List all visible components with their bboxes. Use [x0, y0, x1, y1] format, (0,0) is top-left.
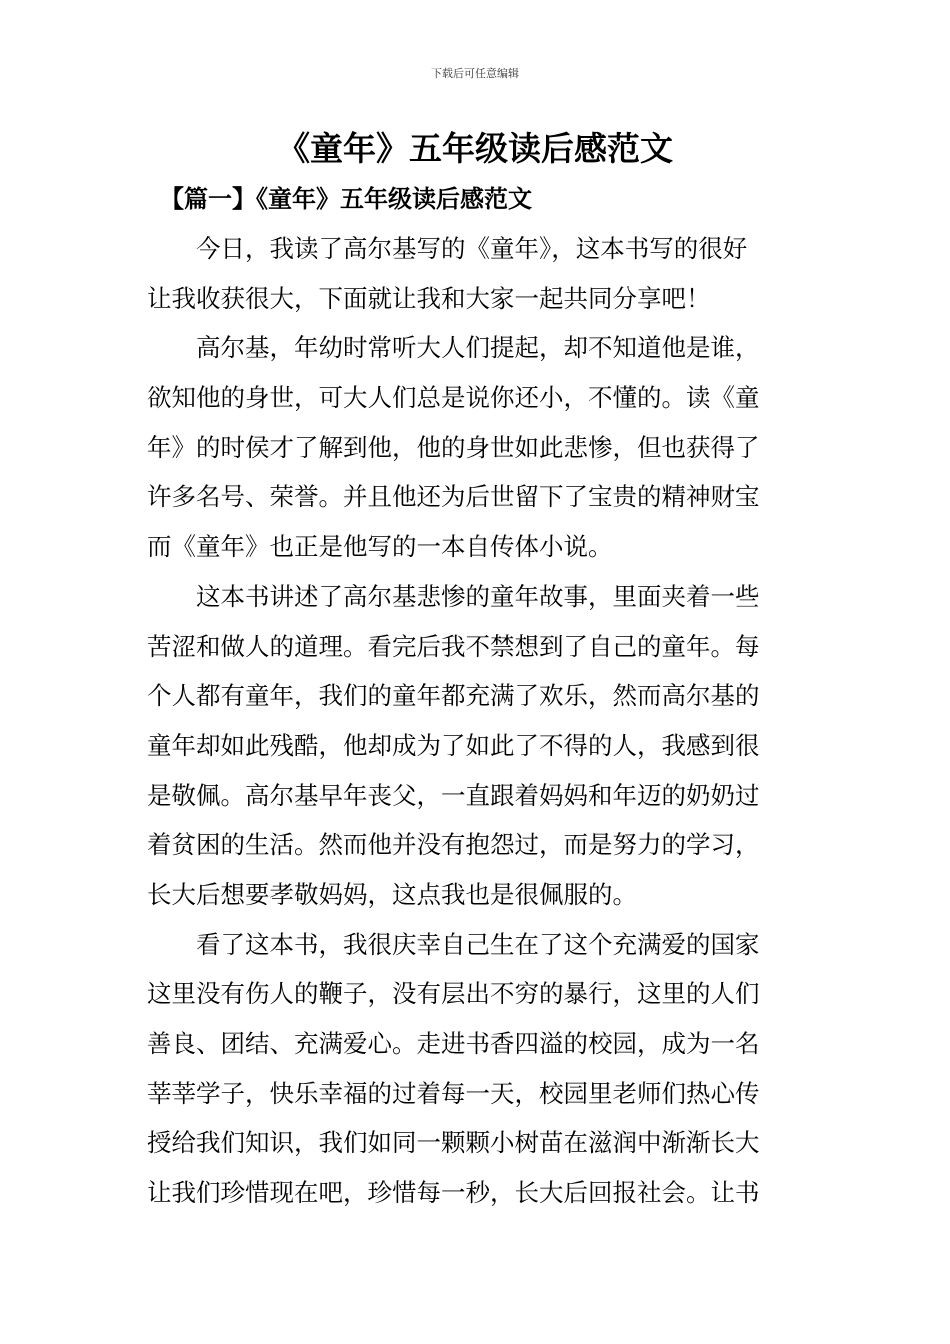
text-line: 许多名号、荣誉。并且他还为后世留下了宝贵的精神财宝 [147, 482, 760, 512]
text-line: 着贫困的生活。然而他并没有抱怨过，而是努力的学习， [147, 830, 760, 860]
text-line: 让我收获很大，下面就让我和大家一起共同分享吧！ [147, 283, 711, 313]
text-line: 欲知他的身世，可大人们总是说你还小，不懂的。读《童 [147, 383, 760, 413]
text-line: 童年却如此残酷，他却成为了如此了不得的人，我感到很 [147, 730, 760, 760]
text-line: 长大后想要孝敬妈妈，这点我也是很佩服的。 [147, 879, 637, 909]
text-line: 看了这本书，我很庆幸自己生在了这个充满爱的国家 [196, 929, 760, 959]
text-line: 这本书讲述了高尔基悲惨的童年故事，里面夹着一些 [196, 581, 760, 611]
body-text [147, 224, 807, 1218]
text-line: 莘莘学子，快乐幸福的过着每一天，校园里老师们热心传 [147, 1078, 760, 1108]
text-line: 个人都有童年，我们的童年都充满了欢乐，然而高尔基的 [147, 681, 760, 711]
text-line: 善良、团结、充满爱心。走进书香四溢的校园，成为一名 [147, 1029, 760, 1058]
text-line: 是敬佩。高尔基早年丧父，一直跟着妈妈和年迈的奶奶过 [147, 780, 760, 810]
section-heading: 【篇一】《童年》五年级读后感范文 [160, 184, 532, 213]
text-line: 苦涩和做人的道理。看完后我不禁想到了自己的童年。每 [147, 631, 760, 661]
text-line: 让我们珍惜现在吧，珍惜每一秒，长大后回报社会。让书 [147, 1178, 760, 1208]
document-title: 《童年》五年级读后感范文 [277, 129, 673, 168]
text-line: 授给我们知识，我们如同一颗颗小树苗在滋润中渐渐长大 [147, 1128, 760, 1158]
header-note: 下载后可任意编辑 [431, 67, 519, 80]
text-line: 高尔基，年幼时常听大人们提起，却不知道他是谁， [196, 333, 760, 363]
text-line: 今日，我读了高尔基写的《童年》，这本书写的很好 [196, 234, 748, 263]
text-line: 这里没有伤人的鞭子，没有层出不穷的暴行，这里的人们 [147, 979, 760, 1009]
text-line: 年》的时侯才了解到他，他的身世如此悲惨，但也获得了 [147, 432, 760, 462]
text-line: 而《童年》也正是他写的一本自传体小说。 [147, 532, 613, 562]
